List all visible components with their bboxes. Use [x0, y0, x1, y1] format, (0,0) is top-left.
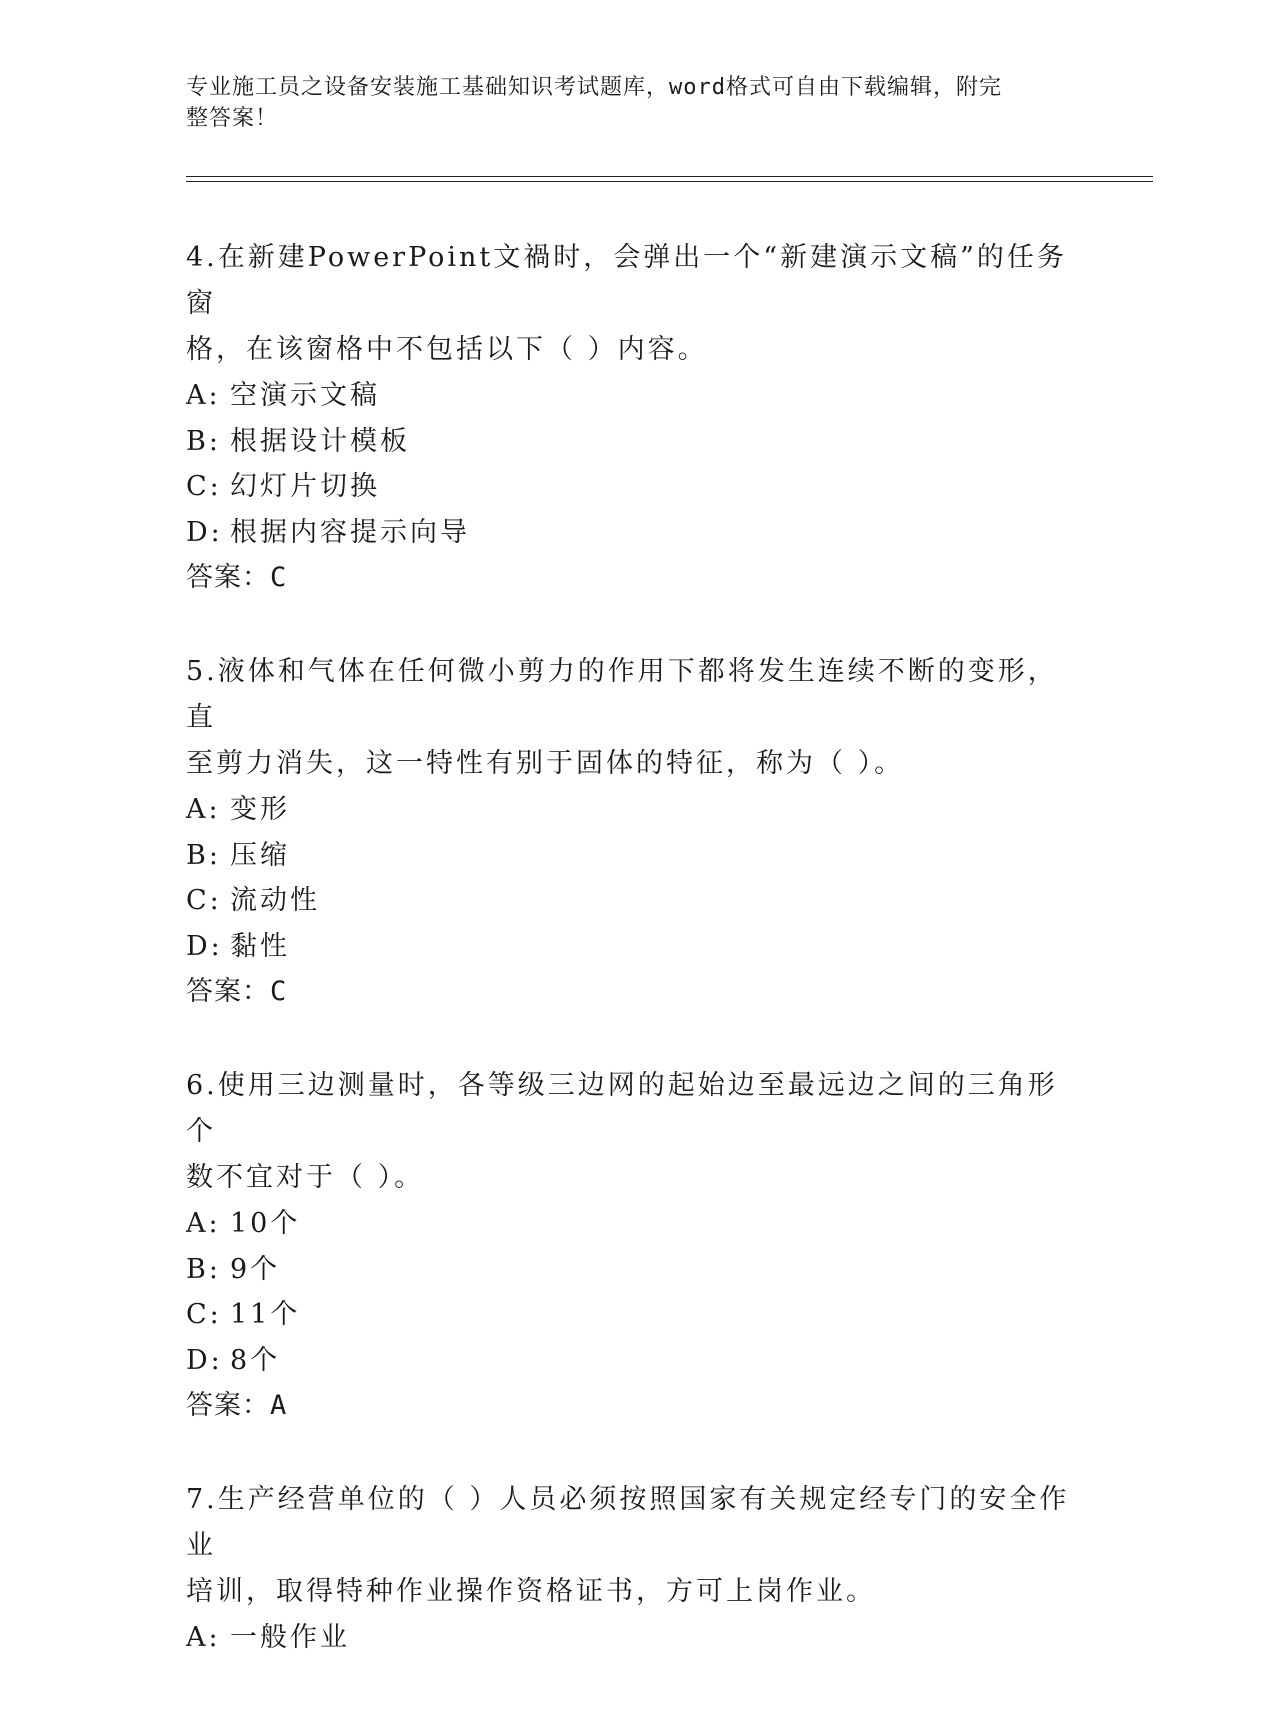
- question-stem-line: 培训，取得特种作业操作资格证书，方可上岗作业。: [186, 1576, 876, 1607]
- option-b: [186, 1247, 1086, 1293]
- option-b: [186, 419, 1086, 465]
- option-a: [186, 1201, 1086, 1247]
- question-7: [186, 1477, 1086, 1661]
- question-stem: [186, 1063, 1086, 1201]
- option-a: [186, 1615, 1086, 1661]
- option-text: 流动性: [230, 885, 320, 916]
- question-list: [186, 235, 1086, 1709]
- question-stem-line: 5.液体和气体在任何微小剪力的作用下都将发生连续不断的变形，直: [186, 656, 1058, 733]
- option-b: [186, 833, 1086, 879]
- question-stem-line: 6.使用三边测量时，各等级三边网的起始边至最远边之间的三角形个: [186, 1070, 1058, 1147]
- question-stem-line: 格，在该窗格中不包括以下（ ）内容。: [186, 334, 708, 365]
- question-stem-line: 7.生产经营单位的（ ）人员必须按照国家有关规定经专门的安全作业: [186, 1484, 1070, 1561]
- option-c: [186, 1292, 1086, 1338]
- option-text: 8个: [230, 1344, 281, 1376]
- option-text: 黏性: [230, 930, 290, 962]
- option-c: [186, 878, 1086, 924]
- option-key: C:: [186, 1299, 222, 1330]
- option-key: D:: [186, 516, 223, 548]
- option-a: [186, 787, 1086, 833]
- option-key: D:: [186, 1344, 223, 1376]
- option-text: 压缩: [230, 839, 290, 871]
- option-text: 幻灯片切换: [230, 471, 380, 502]
- option-text: 变形: [230, 794, 290, 825]
- option-key: B:: [186, 1253, 221, 1285]
- question-stem: [186, 235, 1086, 373]
- answer-line: 答案：A: [186, 1390, 288, 1421]
- option-text: 10个: [230, 1208, 301, 1239]
- option-key: B:: [186, 839, 221, 871]
- question-stem: [186, 649, 1086, 787]
- option-d: [186, 1338, 1086, 1384]
- option-a: [186, 373, 1086, 419]
- header-line-1: 专业施工员之设备安装施工基础知识考试题库，word格式可自由下载编辑，附完: [186, 75, 1002, 100]
- option-key: D:: [186, 930, 223, 962]
- question-stem-line: 数不宜对于（ ）。: [186, 1162, 425, 1193]
- option-key: C:: [186, 885, 222, 916]
- option-text: 11个: [230, 1299, 301, 1330]
- answer-line: 答案：C: [186, 562, 288, 593]
- option-key: A:: [186, 380, 221, 411]
- question-stem: [186, 1477, 1086, 1615]
- header-line-2: 整答案！: [186, 106, 279, 131]
- header-divider-bottom: [186, 181, 1153, 182]
- question-stem-line: 至剪力消失，这一特性有别于固体的特征，称为（ ）。: [186, 748, 905, 779]
- option-key: A:: [186, 1622, 221, 1653]
- option-d: [186, 510, 1086, 556]
- header-divider-top: [186, 176, 1153, 177]
- question-6: [186, 1063, 1086, 1429]
- option-c: [186, 464, 1086, 510]
- question-stem-line: 4.在新建PowerPoint文禍时，会弹出一个“新建演示文稿”的任务窗: [186, 242, 1067, 319]
- option-text: 空演示文稿: [230, 380, 380, 411]
- option-key: A:: [186, 1208, 221, 1239]
- answer-line: 答案：C: [186, 976, 288, 1007]
- option-key: B:: [186, 425, 221, 457]
- option-text: 根据内容提示向导: [230, 516, 470, 548]
- option-key: C:: [186, 471, 222, 502]
- option-key: A:: [186, 794, 221, 825]
- document-header: [186, 72, 1066, 134]
- option-text: 根据设计模板: [230, 425, 410, 457]
- option-d: [186, 924, 1086, 970]
- option-text: 一般作业: [230, 1622, 350, 1653]
- question-4: [186, 235, 1086, 601]
- option-text: 9个: [230, 1253, 281, 1285]
- question-5: [186, 649, 1086, 1015]
